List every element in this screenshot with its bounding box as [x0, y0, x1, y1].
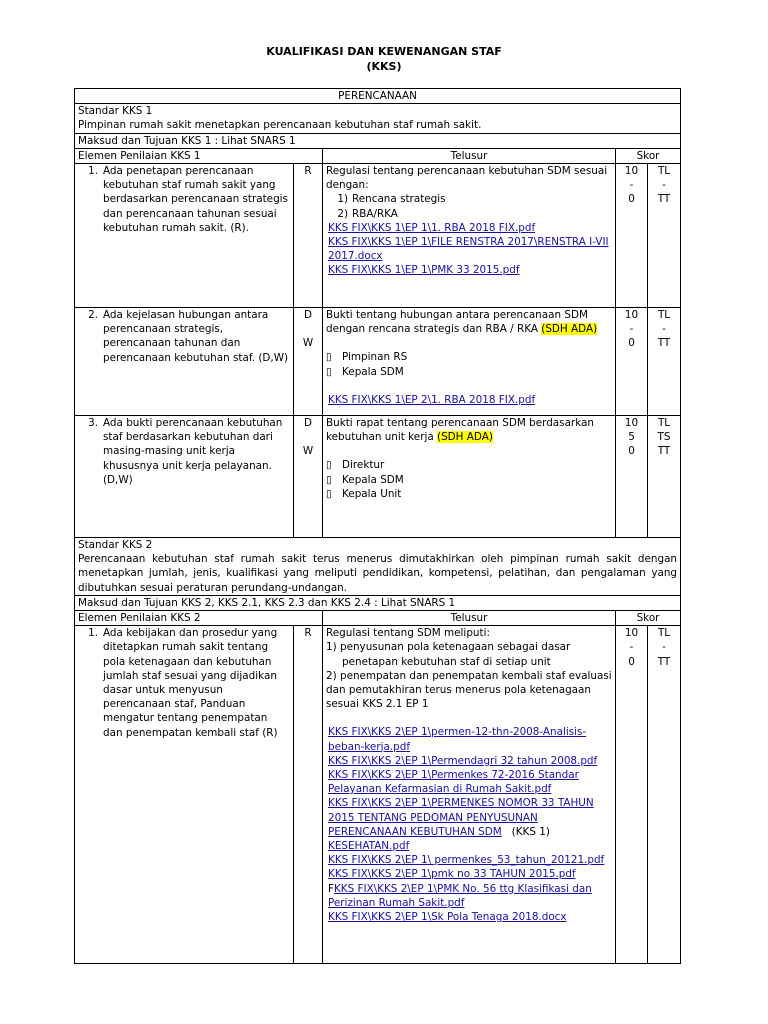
- document-link[interactable]: KKS FIX\KKS 2\EP 1\pmk no 33 TAHUN 2015.pdf: [328, 868, 576, 881]
- document-link[interactable]: KKS FIX\KKS 2\EP 1\PMK No. 56 ttg Klasifikasi dan Perizinan Rumah Sakit.pdf: [328, 882, 592, 909]
- table-row: [75, 164, 681, 308]
- ep-cell: [75, 626, 294, 964]
- kks-table: [74, 88, 681, 964]
- section-header-row: [75, 89, 681, 104]
- document-link[interactable]: KKS FIX\KKS 1\EP 1\PMK 33 2015.pdf: [328, 264, 520, 277]
- ep-text: Ada kebijakan dan prosedur yang ditetapkan rumah sakit tentang pola ketenagaan dan kebutuhan jumlah staf sesuai yang dijadikan dasar untuk menyusun perencanaan staf, Panduan mengatur tentang penempatan dan penempatan kembali staf (R): [103, 627, 278, 739]
- col-header-telusur: Telusur: [323, 148, 616, 163]
- ep-number: 1.: [88, 165, 98, 178]
- list-number: 1): [337, 193, 348, 206]
- standar-label: Standar KKS 2: [78, 539, 153, 552]
- list-item: Kepala Unit: [342, 487, 402, 500]
- list-item: Kepala SDM: [342, 473, 404, 486]
- table-row: [75, 308, 681, 416]
- ep-text: Ada bukti perencanaan kebutuhan staf berdasarkan kebutuhan dari masing-masing unit kerja khususnya unit kerja pelayanan. (D,W): [103, 417, 283, 486]
- col-header-skor: Skor: [616, 148, 681, 163]
- telusur-text: Bukti tentang hubungan antara perencanaan SDM dengan rencana strategis dan RBA / RKA: [326, 309, 588, 336]
- ep-text: Ada kejelasan hubungan antara perencanaan strategis, perencanaan tahunan dan perencanaan kebutuhan staf. (D,W): [103, 309, 289, 364]
- ep-cell: [75, 308, 294, 416]
- telusur-cell: [323, 308, 616, 416]
- kks-table-container: [74, 88, 680, 964]
- telusur-cell: [323, 626, 616, 964]
- skor-value: 10 - 0: [616, 308, 648, 416]
- bullet-icon: ▯: [326, 365, 332, 378]
- list-item: Kepala SDM: [342, 365, 404, 378]
- ep-cell: [75, 164, 294, 308]
- skor-value: 10 - 0: [616, 626, 648, 964]
- ep-text: Ada penetapan perencanaan kebutuhan staf rumah sakit yang berdasarkan perencanaan strategis dan perencanaan tahunan sesuai kebutuhan rumah sakit. (R).: [103, 165, 288, 234]
- standar-text: Pimpinan rumah sakit menetapkan perencanaan kebutuhan staf rumah sakit.: [78, 119, 482, 132]
- ep-code: R: [294, 164, 323, 308]
- status-highlight: (SDH ADA): [541, 323, 598, 336]
- bullet-icon: ▯: [326, 459, 332, 472]
- ep-code: D W: [294, 416, 323, 538]
- ep-number: 1.: [88, 627, 98, 640]
- skor-status: TL - TT: [648, 626, 681, 964]
- telusur-cell: [323, 164, 616, 308]
- telusur-text: Bukti rapat tentang perencanaan SDM berdasarkan kebutuhan unit kerja: [326, 417, 594, 444]
- document-link[interactable]: KKS FIX\KKS 2\EP 1\Permendagri 32 tahun 2008.pdf: [328, 754, 598, 767]
- ep-number: 2.: [88, 309, 98, 322]
- section-header: PERENCANAAN: [75, 89, 681, 104]
- list-item: 2) penempatan dan penempatan kembali staf evaluasi dan pemutakhiran terus menerus pola ketenagaan sesuai KKS 2.1 EP 1: [326, 669, 612, 711]
- telusur-text: Regulasi tentang SDM meliputi:: [326, 627, 490, 640]
- document-link[interactable]: KKS FIX\KKS 1\EP 1\FILE RENSTRA 2017\RENSTRA I-VII 2017.docx: [328, 236, 609, 263]
- standar-label: Standar KKS 1: [78, 105, 153, 118]
- col-header-ep: Elemen Penilaian KKS 1: [75, 148, 323, 163]
- document-link[interactable]: KKS FIX\KKS 1\EP 1\1. RBA 2018 FIX.pdf: [328, 221, 536, 234]
- list-item: Pimpinan RS: [342, 351, 408, 364]
- document-link[interactable]: KKS FIX\KKS 2\EP 1\Permenkes 72-2016 Standar Pelayanan Kefarmasian di Rumah Sakit.pdf: [328, 769, 579, 796]
- col-header-skor: Skor: [616, 611, 681, 626]
- bullet-icon: ▯: [326, 487, 332, 500]
- column-header-row: [75, 611, 681, 626]
- standar-row: [75, 538, 681, 596]
- list-item: Rencana strategis: [352, 193, 446, 206]
- maksud-kks2: Maksud dan Tujuan KKS 2, KKS 2.1, KKS 2.3 dan KKS 2.4 : Lihat SNARS 1: [75, 595, 681, 610]
- standar-kks2: [75, 538, 681, 596]
- table-row: [75, 416, 681, 538]
- telusur-cell: [323, 416, 616, 538]
- document-link[interactable]: KESEHATAN.pdf: [328, 840, 410, 853]
- skor-value: 10 5 0: [616, 416, 648, 538]
- maksud-kks1: Maksud dan Tujuan KKS 1 : Lihat SNARS 1: [75, 133, 681, 148]
- document-title: KUALIFIKASI DAN KEWENANGAN STAF: [266, 45, 502, 58]
- ep-cell: [75, 416, 294, 538]
- ep-code: D W: [294, 308, 323, 416]
- status-highlight: (SDH ADA): [437, 431, 493, 444]
- list-item: Direktur: [342, 459, 385, 472]
- link-prefix: F: [328, 882, 334, 895]
- skor-status: TL - TT: [648, 164, 681, 308]
- document-subtitle: (KKS): [366, 60, 402, 73]
- skor-value: 10 - 0: [616, 164, 648, 308]
- list-item: 1) penyusunan pola ketenagaan sebagai dasar: [326, 641, 571, 654]
- table-row: [75, 626, 681, 964]
- telusur-text: Regulasi tentang perencanaan kebutuhan SDM sesuai dengan:: [326, 165, 608, 192]
- standar-row: [75, 104, 681, 133]
- skor-status: TL TS TT: [648, 416, 681, 538]
- document-link[interactable]: KKS FIX\KKS 1\EP 2\1. RBA 2018 FIX.pdf: [328, 393, 536, 406]
- standar-kks1: [75, 104, 681, 133]
- standar-text: Perencanaan kebutuhan staf rumah sakit terus menerus dimutakhirkan oleh pimpinan rumah sakit dengan menetapkan jumlah, jenis, kualifikasi yang meliputi pendidikan, kompetensi, pelatihan, dan pengalaman yang dibutuhkan sesuai peraturan perundang-undangan.: [78, 553, 678, 594]
- document-link[interactable]: KKS FIX\KKS 2\EP 1\PERMENKES NOMOR 33 TAHUN 2015 TENTANG PEDOMAN PENYUSUNAN PERENCANAAN KEBUTUHAN SDM: [328, 797, 594, 838]
- bullet-icon: ▯: [326, 473, 332, 486]
- skor-status: TL - TT: [648, 308, 681, 416]
- ep-number: 3.: [88, 417, 98, 430]
- maksud-row: [75, 133, 681, 148]
- list-item-cont: penetapan kebutuhan staf di setiap unit: [342, 655, 551, 668]
- list-number: 2): [337, 207, 348, 220]
- maksud-row: [75, 595, 681, 610]
- document-link[interactable]: KKS FIX\KKS 2\EP 1\permen-12-thn-2008-Analisis-beban-kerja.pdf: [328, 726, 587, 753]
- document-link[interactable]: KKS FIX\KKS 2\EP 1\Sk Pola Tenaga 2018.docx: [328, 911, 567, 924]
- col-header-ep: Elemen Penilaian KKS 2: [75, 611, 323, 626]
- link-note: (KKS 1): [501, 825, 550, 838]
- col-header-telusur: Telusur: [323, 611, 616, 626]
- column-header-row: [75, 148, 681, 163]
- document-link[interactable]: KKS FIX\KKS 2\EP 1\ permenkes_53_tahun_20121.pdf: [328, 854, 605, 867]
- ep-code: R: [294, 626, 323, 964]
- bullet-icon: ▯: [326, 351, 332, 364]
- list-item: RBA/RKA: [352, 207, 398, 220]
